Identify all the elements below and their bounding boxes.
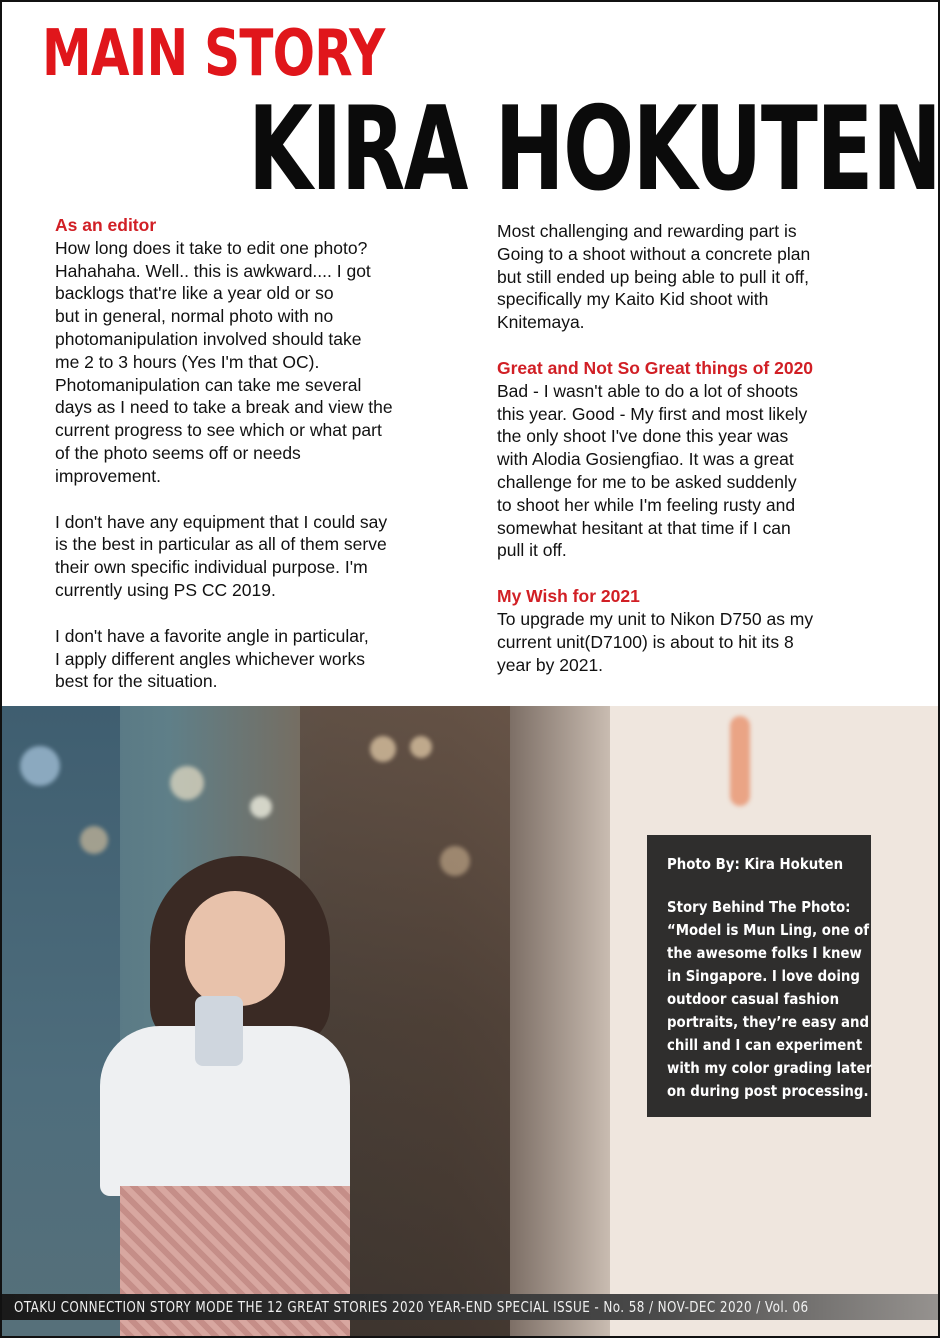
text-line: to shoot her while I'm feeling rusty and [497, 494, 796, 515]
text-line: the only shoot I've done this year was [497, 426, 789, 447]
text-line: Hahahaha. Well.. this is awkward.... I got [55, 260, 371, 281]
text-line: with Alodia Gosiengfiao. It was a great [497, 449, 794, 470]
text-line: me 2 to 3 hours (Yes I'm that OC). [55, 351, 320, 372]
text-line: of the photo seems off or needs [55, 442, 301, 463]
text-line: specifically my Kaito Kid shoot with [497, 289, 769, 310]
text-line: somewhat hesitant at that time if I can [497, 517, 791, 538]
photo-credit: Photo By: Kira Hokuten [667, 855, 844, 873]
caption-line: the awesome folks I knew [667, 944, 862, 962]
photo-caption [647, 835, 871, 1117]
text-line: improvement. [55, 465, 162, 486]
text-line: is the best in particular as all of them serve [55, 534, 387, 555]
bokeh-light [440, 846, 470, 876]
text-line: best for the situation. [55, 671, 218, 692]
caption-line: “Model is Mun Ling, one of [667, 921, 870, 939]
year-paragraph [497, 380, 887, 562]
bokeh-light [250, 796, 272, 818]
text-line: their own specific individual purpose. I'm [55, 557, 368, 578]
challenge-paragraph [497, 220, 887, 334]
text-line: but still ended up being able to pull it off, [497, 266, 809, 287]
editor-paragraph [55, 237, 445, 488]
wish-paragraph [497, 608, 887, 676]
page-title: KIRA HOKUTEN [248, 82, 940, 217]
text-line: Bad - I wasn't able to do a lot of shoots [497, 380, 799, 401]
section-title-wish: My Wish for 2021 [497, 586, 640, 607]
caption-line: portraits, they’re easy and [667, 1013, 870, 1031]
text-line: year by 2021. [497, 654, 604, 675]
bokeh-light [20, 746, 60, 786]
text-line: To upgrade my unit to Nikon D750 as my [497, 608, 814, 629]
bokeh-light [80, 826, 108, 854]
angle-paragraph [55, 625, 445, 693]
section-title-editor: As an editor [55, 215, 157, 235]
section-title-2020: Great and Not So Great things of 2020 [497, 357, 814, 378]
equipment-paragraph [55, 511, 445, 602]
caption-line: outdoor casual fashion [667, 990, 840, 1008]
text-line: Knitemaya. [497, 312, 585, 333]
model-face [185, 891, 285, 1006]
phone [195, 996, 243, 1066]
caption-line: in Singapore. I love doing [667, 967, 860, 985]
text-line: current unit(D7100) is about to hit its 8 [497, 631, 794, 652]
background-wall [0, 706, 120, 1338]
caption-line: chill and I can experiment [667, 1036, 863, 1054]
text-line: days as I need to take a break and view the [55, 397, 393, 418]
text-line: Most challenging and rewarding part is [497, 221, 797, 241]
text-line: I don't have a favorite angle in particular, [55, 625, 369, 646]
footer-bar [2, 1294, 938, 1320]
text-line: I apply different angles whichever works [55, 648, 365, 669]
text-line: challenge for me to be asked suddenly [497, 471, 797, 492]
text-line: pull it off. [497, 540, 567, 561]
text-line: Photomanipulation can take me several [55, 374, 362, 395]
text-line: Going to a shoot without a concrete plan [497, 243, 811, 264]
background-edge [510, 706, 610, 1338]
text-line: but in general, normal photo with no [55, 306, 334, 327]
bokeh-light [410, 736, 432, 758]
text-line: current progress to see which or what part [55, 420, 382, 441]
bokeh-light [170, 766, 204, 800]
right-column [497, 220, 887, 676]
text-line: I don't have any equipment that I could say [55, 511, 388, 532]
section-kicker: MAIN STORY [42, 17, 385, 91]
footer-text: OTAKU CONNECTION STORY MODE THE 12 GREAT STORIES 2020 YEAR-END SPECIAL ISSUE - No. 58 / NOV-DEC 2020 / Vol. 06 [14, 1298, 809, 1316]
text-line: How long does it take to edit one photo? [55, 237, 368, 258]
caption-line: Story Behind The Photo: [667, 898, 851, 916]
bokeh-light [370, 736, 396, 762]
left-column [55, 214, 445, 693]
caption-line: with my color grading later [667, 1059, 873, 1077]
text-line: this year. Good - My first and most likely [497, 403, 808, 424]
text-line: currently using PS CC 2019. [55, 579, 276, 600]
text-line: photomanipulation involved should take [55, 328, 362, 349]
sign-lettering [648, 1097, 916, 1245]
sign-light [730, 716, 750, 806]
caption-line: on during post processing. [667, 1082, 869, 1100]
text-line: backlogs that're like a year old or so [55, 283, 334, 304]
